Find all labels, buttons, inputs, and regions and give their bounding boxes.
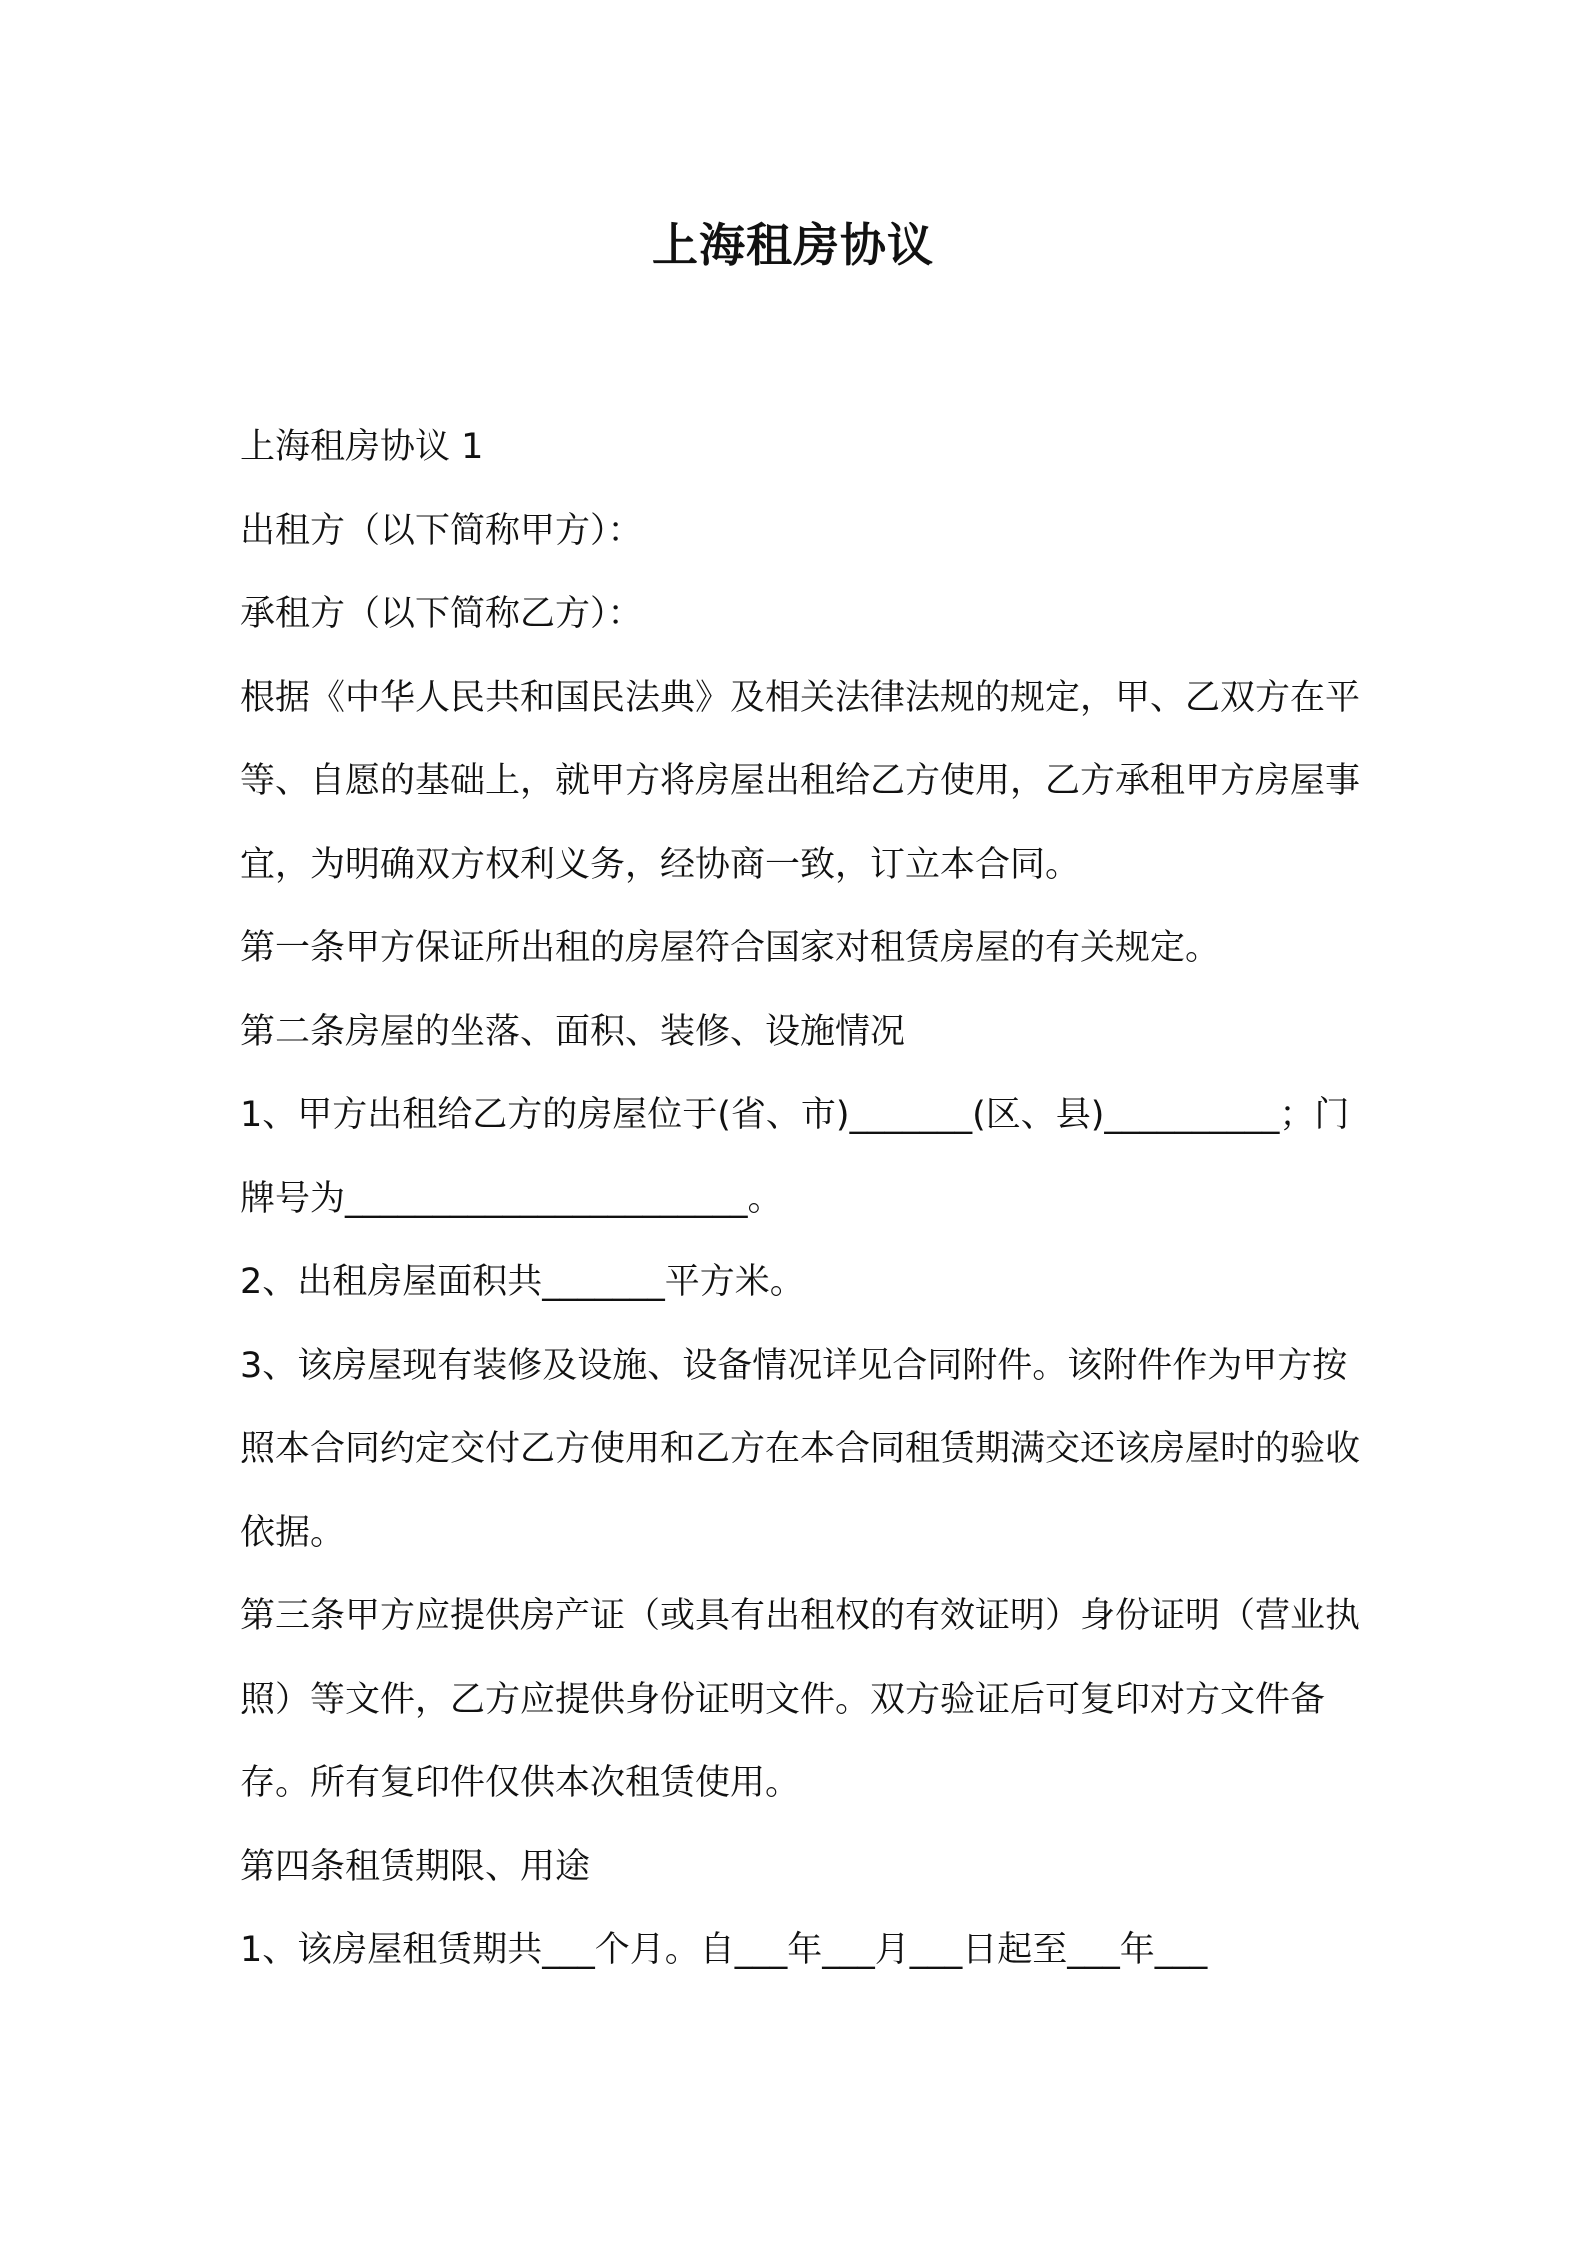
paragraph-article-2-heading: 第二条房屋的坐落、面积、装修、设施情况 [240,1011,906,1052]
paragraph-article-2-item-1: 1、甲方出租给乙方的房屋位于(省、市)_______(区、县)__________；门牌号为_______________________。 [240,1095,1350,1219]
paragraph-article-2-item-3: 3、该房屋现有装修及设施、设备情况详见合同附件。该附件作为甲方按照本合同约定交付乙方使用和乙方在本合同租赁期满交还该房屋时的验收依据。 [240,1345,1361,1553]
paragraph-lessor: 出租方（以下简称甲方）： [240,510,643,551]
paragraph-preamble: 根据《中华人民共和国民法典》及相关法律法规的规定，甲、乙双方在平等、自愿的基础上，就甲方将房屋出租给乙方使用，乙方承租甲方房屋事宜，为明确双方权利义务，经协商一致，订立本合同。 [240,677,1361,885]
paragraph-article-2-item-2: 2、出租房屋面积共_______平方米。 [240,1262,805,1302]
document-title: 上海租房协议 [652,218,934,272]
paragraph-article-4-heading: 第四条租赁期限、用途 [240,1846,591,1887]
paragraph-lessee: 承租方（以下简称乙方）： [240,594,643,634]
paragraph-article-3: 第三条甲方应提供房产证（或具有出租权的有效证明）身份证明（营业执照）等文件，乙方应提供身份证明文件。双方验证后可复印对方文件备存。所有复印件仅供本次租赁使用。 [240,1596,1361,1803]
paragraph-subtitle: 上海租房协议 1 [240,427,484,467]
paragraph-article-4-item-1: 1、该房屋租赁期共___个月。自___年___月___日起至___年___ [240,1930,1208,1970]
paragraph-article-1: 第一条甲方保证所出租的房屋符合国家对租赁房屋的有关规定。 [240,928,1221,968]
document-body [240,406,1360,1993]
